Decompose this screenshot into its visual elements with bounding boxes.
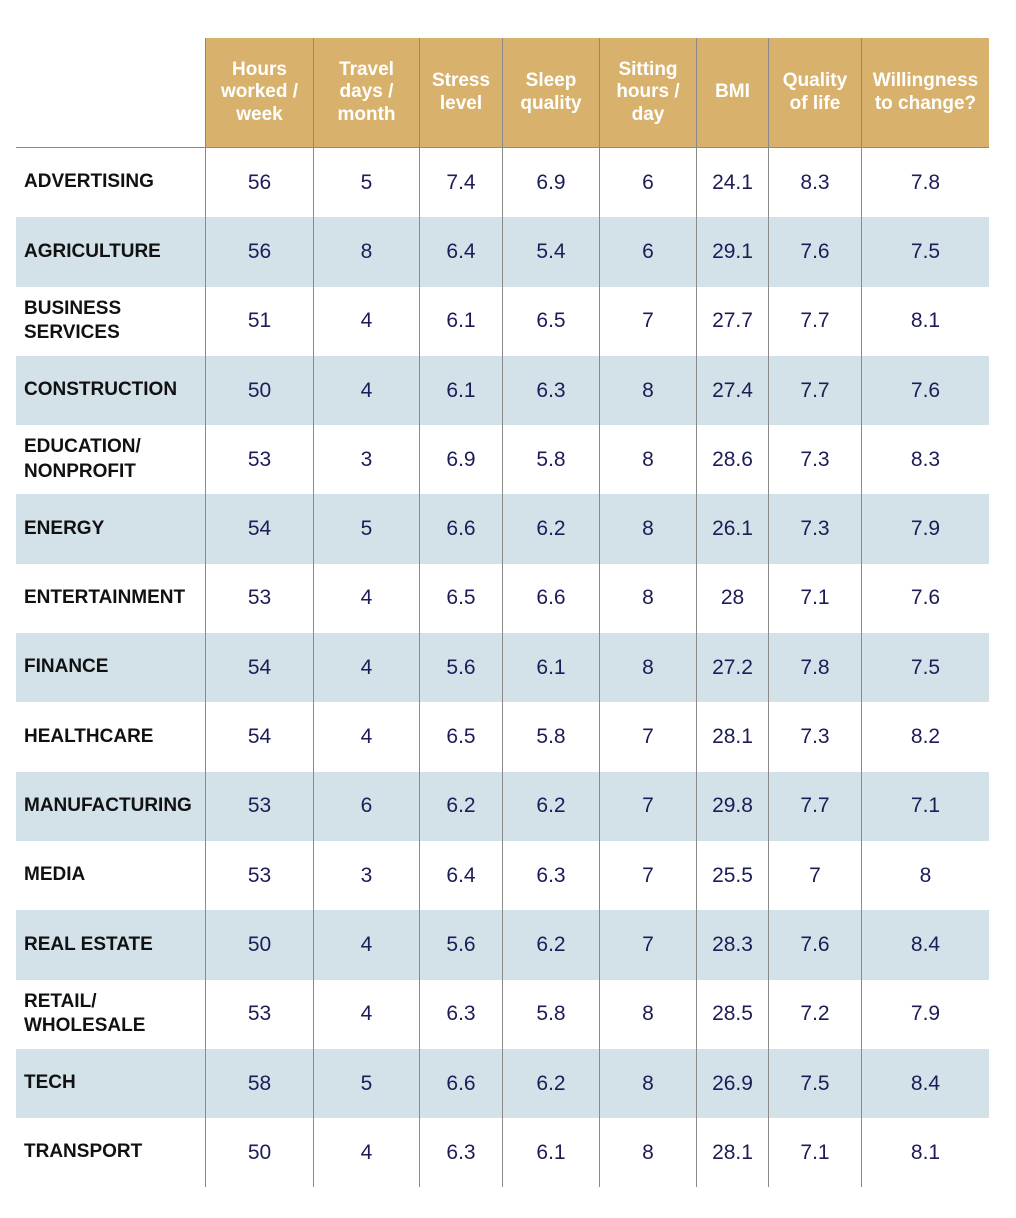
table-cell: 8.4 <box>861 910 989 979</box>
row-label: HEALTHCARE <box>24 725 154 747</box>
table-cell: 53 <box>205 980 313 1049</box>
table-cell: 8 <box>599 425 696 494</box>
table-cell: 6.4 <box>419 217 502 286</box>
table-cell: 4 <box>313 702 419 771</box>
table-cell: 8.1 <box>861 1118 989 1187</box>
table-cell: 8 <box>599 1049 696 1118</box>
table-cell: 7.7 <box>768 356 861 425</box>
table-cell: 6.2 <box>502 494 599 563</box>
table-cell: 4 <box>313 910 419 979</box>
row-label: ADVERTISING <box>24 171 154 193</box>
table-cell: 58 <box>205 1049 313 1118</box>
table-cell: 7.7 <box>768 772 861 841</box>
table-cell: 28.3 <box>696 910 768 979</box>
table-cell: 7.6 <box>768 217 861 286</box>
row-label: RETAIL/ WHOLESALE <box>24 990 146 1037</box>
table-cell: 7 <box>599 772 696 841</box>
table-corner <box>16 38 205 148</box>
table-cell: 6 <box>313 772 419 841</box>
column-header: Sleep quality <box>502 38 599 148</box>
table-cell: 24.1 <box>696 148 768 217</box>
table-cell: 4 <box>313 1118 419 1187</box>
table-cell: 4 <box>313 980 419 1049</box>
table-cell: 7.3 <box>768 702 861 771</box>
table-cell: 7.1 <box>861 772 989 841</box>
column-header: Stress level <box>419 38 502 148</box>
table-cell: 8 <box>599 356 696 425</box>
table-cell: 6.4 <box>419 841 502 910</box>
table-cell: 6.1 <box>419 287 502 356</box>
table-cell: 7.4 <box>419 148 502 217</box>
row-label: AGRICULTURE <box>16 217 205 286</box>
table-cell: 28 <box>696 564 768 633</box>
table-cell: 7.6 <box>861 356 989 425</box>
table-cell: 8.1 <box>861 287 989 356</box>
table-cell: 54 <box>205 633 313 702</box>
table-cell: 7.2 <box>768 980 861 1049</box>
table-cell: 5.4 <box>502 217 599 286</box>
row-label: BUSINESS SERVICES <box>24 297 122 344</box>
table-cell: 25.5 <box>696 841 768 910</box>
table-cell: 5.8 <box>502 425 599 494</box>
table-cell: 8.4 <box>861 1049 989 1118</box>
table-cell: 7.6 <box>768 910 861 979</box>
table-cell: 50 <box>205 1118 313 1187</box>
column-header: Sitting hours / day <box>599 38 696 148</box>
table-cell: 7 <box>768 841 861 910</box>
table-cell: 6.5 <box>502 287 599 356</box>
table-cell: 8.3 <box>861 425 989 494</box>
row-label: MEDIA <box>24 864 86 886</box>
table-cell: 54 <box>205 494 313 563</box>
table-cell: 50 <box>205 356 313 425</box>
table-cell: 29.1 <box>696 217 768 286</box>
table-cell: 29.8 <box>696 772 768 841</box>
table-cell: 7.9 <box>861 980 989 1049</box>
column-header: Travel days / month <box>313 38 419 148</box>
table-cell: 8 <box>313 217 419 286</box>
column-header: Willingness to change? <box>861 38 989 148</box>
table-cell: 7.3 <box>768 425 861 494</box>
table-cell: 7.8 <box>861 148 989 217</box>
table-cell: 56 <box>205 148 313 217</box>
table-cell: 6.5 <box>419 564 502 633</box>
table-cell: 8 <box>599 980 696 1049</box>
table-cell: 28.1 <box>696 702 768 771</box>
table-cell: 5.6 <box>419 910 502 979</box>
table-cell: 7.5 <box>861 217 989 286</box>
row-label: MANUFACTURING <box>16 772 205 841</box>
table-cell: 28.5 <box>696 980 768 1049</box>
table-cell: 7.6 <box>861 564 989 633</box>
row-label: TRANSPORT <box>24 1141 143 1163</box>
row-label: TECH <box>16 1049 205 1118</box>
table-cell: 5.6 <box>419 633 502 702</box>
table-cell: 7 <box>599 841 696 910</box>
table-cell: 53 <box>205 425 313 494</box>
table-cell: 7.3 <box>768 494 861 563</box>
table-cell: 7 <box>599 287 696 356</box>
table-cell: 6.3 <box>419 980 502 1049</box>
row-label: REAL ESTATE <box>16 910 205 979</box>
table-cell: 7.9 <box>861 494 989 563</box>
table-cell: 53 <box>205 564 313 633</box>
table-cell: 6.9 <box>502 148 599 217</box>
table-cell: 7 <box>599 702 696 771</box>
table-cell: 27.4 <box>696 356 768 425</box>
table-cell: 8 <box>599 633 696 702</box>
industry-health-table <box>16 38 989 1187</box>
table-cell: 6.6 <box>419 1049 502 1118</box>
table-cell: 8 <box>599 494 696 563</box>
table-cell: 6.1 <box>502 633 599 702</box>
table-cell: 7.5 <box>768 1049 861 1118</box>
table-cell: 7 <box>599 910 696 979</box>
table-cell: 28.1 <box>696 1118 768 1187</box>
table-cell: 6.2 <box>502 910 599 979</box>
table-cell: 6.5 <box>419 702 502 771</box>
table-cell: 6.6 <box>419 494 502 563</box>
table-cell: 26.9 <box>696 1049 768 1118</box>
table-cell: 6 <box>599 217 696 286</box>
table-cell: 28.6 <box>696 425 768 494</box>
table-cell: 6.9 <box>419 425 502 494</box>
table-cell: 6.3 <box>502 356 599 425</box>
table-cell: 27.7 <box>696 287 768 356</box>
table-cell: 6.1 <box>419 356 502 425</box>
table-cell: 53 <box>205 772 313 841</box>
table-cell: 8.3 <box>768 148 861 217</box>
table-cell: 4 <box>313 356 419 425</box>
table-cell: 6 <box>599 148 696 217</box>
table-cell: 8.2 <box>861 702 989 771</box>
column-header: BMI <box>696 38 768 148</box>
row-label: FINANCE <box>16 633 205 702</box>
table-cell: 50 <box>205 910 313 979</box>
table-cell: 8 <box>861 841 989 910</box>
table-cell: 5 <box>313 494 419 563</box>
row-label: CONSTRUCTION <box>16 356 205 425</box>
table-cell: 5 <box>313 148 419 217</box>
table-cell: 6.2 <box>419 772 502 841</box>
table-cell: 27.2 <box>696 633 768 702</box>
table-cell: 3 <box>313 425 419 494</box>
table-cell: 6.2 <box>502 1049 599 1118</box>
table-cell: 5 <box>313 1049 419 1118</box>
table-cell: 7.7 <box>768 287 861 356</box>
table-cell: 7.1 <box>768 564 861 633</box>
table-cell: 6.3 <box>502 841 599 910</box>
table-cell: 51 <box>205 287 313 356</box>
table-cell: 8 <box>599 564 696 633</box>
table-cell: 6.2 <box>502 772 599 841</box>
table-cell: 7.1 <box>768 1118 861 1187</box>
table-cell: 4 <box>313 287 419 356</box>
table-cell: 3 <box>313 841 419 910</box>
table-cell: 7.8 <box>768 633 861 702</box>
table-cell: 5.8 <box>502 980 599 1049</box>
table-cell: 6.1 <box>502 1118 599 1187</box>
row-label: EDUCATION/ NONPROFIT <box>24 436 141 482</box>
table-cell: 5.8 <box>502 702 599 771</box>
column-header: Quality of life <box>768 38 861 148</box>
table-cell: 6.6 <box>502 564 599 633</box>
row-label: ENERGY <box>16 494 205 563</box>
table-cell: 54 <box>205 702 313 771</box>
table-cell: 26.1 <box>696 494 768 563</box>
table-cell: 6.3 <box>419 1118 502 1187</box>
row-label: ENTERTAINMENT <box>24 587 186 609</box>
table-cell: 8 <box>599 1118 696 1187</box>
table-cell: 4 <box>313 564 419 633</box>
table-cell: 56 <box>205 217 313 286</box>
table-cell: 7.5 <box>861 633 989 702</box>
column-header: Hours worked / week <box>205 38 313 148</box>
table-cell: 53 <box>205 841 313 910</box>
table-cell: 4 <box>313 633 419 702</box>
